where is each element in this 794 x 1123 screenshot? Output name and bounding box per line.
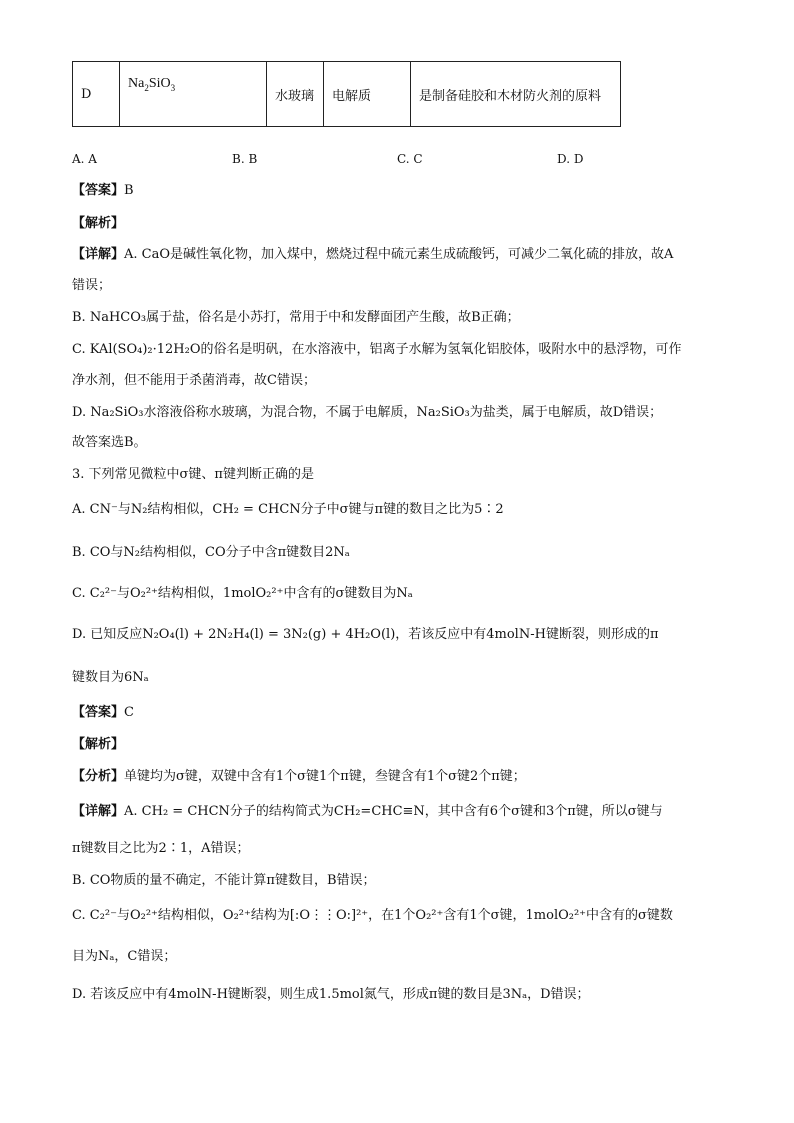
category: 电解质 xyxy=(332,88,372,104)
common-name: 水玻璃 xyxy=(275,88,315,104)
q3-detail-a xyxy=(72,802,663,822)
q3-option-a: A. CN⁻与N₂结构相似，CH₂ = CHCN分子中σ键与π键的数目之比为5∶2 xyxy=(72,502,504,517)
fenxi-text: 单键均为σ键，双键中含有1个σ键1个π键，叁键含有1个σ键2个π键； xyxy=(124,769,526,784)
q3-option-c: C. C₂²⁻与O₂²⁺结构相似，1molO₂²⁺中含有的σ键数目为Nₐ xyxy=(72,586,413,601)
q3-detail-c: C. C₂²⁻与O₂²⁺结构相似，O₂²⁺结构为[:O⋮⋮O:]²⁺，在1个O₂²⁺含有1个σ键，1molO₂²⁺中含有的σ键数 xyxy=(72,908,673,923)
q2-detail-a xyxy=(72,245,673,265)
table-row xyxy=(73,62,621,127)
detail-text: A. CH₂ = CHCN分子的结构简式为CH₂=CHC≡N，其中含有6个σ键和3个π键，所以σ键与 xyxy=(124,804,663,819)
category-cell xyxy=(324,62,411,127)
q3-analysis-label: 【解析】 xyxy=(72,737,125,752)
formula-cell xyxy=(120,62,267,127)
detail-label: 【详解】 xyxy=(72,247,125,262)
q2-detail-c: C. KAl(SO₄)₂·12H₂O的俗名是明矾，在水溶液中，铝离子水解为氢氧化铝胶体，吸附水中的悬浮物，可作 xyxy=(72,342,682,357)
q2-detail-b: B. NaHCO₃属于盐，俗名是小苏打，常用于中和发酵面团产生酸，故B正确； xyxy=(72,310,520,325)
common-name-cell xyxy=(267,62,324,127)
q3-detail-a-cont: π键数目之比为2∶1，A错误； xyxy=(72,841,250,856)
detail-label: 【详解】 xyxy=(72,804,125,819)
q3-detail-c-cont: 目为Nₐ，C错误； xyxy=(72,949,177,964)
formula-sub: 3 xyxy=(170,82,176,93)
q2-answer xyxy=(72,181,134,201)
q2-detail-d: D. Na₂SiO₃水溶液俗称水玻璃，为混合物，不属于电解质，Na₂SiO₃为盐类，属于电解质，故D错误； xyxy=(72,405,663,420)
q3-stem: 3. 下列常见微粒中σ键、π键判断正确的是 xyxy=(72,467,314,482)
q3-detail-d: D. 若该反应中有4molN-H键断裂，则生成1.5mol氮气，形成π键的数目是3Nₐ，D错误； xyxy=(72,987,590,1002)
q3-answer xyxy=(72,703,134,723)
detail-text: A. CaO是碱性氧化物，加入煤中，燃烧过程中硫元素生成硫酸钙，可减少二氧化硫的排放，故A xyxy=(124,247,674,262)
q2-detail-a-cont: 错误； xyxy=(72,278,112,293)
answer-value: B xyxy=(124,183,134,198)
formula-sub: 2 xyxy=(144,82,149,93)
q2-choices xyxy=(72,152,632,172)
answer-label: 【答案】 xyxy=(72,705,125,720)
q2-conclusion: 故答案选B。 xyxy=(72,435,147,450)
formula xyxy=(128,76,175,91)
q2-analysis-label: 【解析】 xyxy=(72,216,125,231)
q3-option-d-cont: 键数目为6Nₐ xyxy=(72,670,149,685)
choice-d: D. D xyxy=(557,152,584,166)
q3-option-d: D. 已知反应N₂O₄(l) + 2N₂H₄(l) = 3N₂(g) + 4H₂O(l)，若该反应中有4molN-H键断裂，则形成的π xyxy=(72,627,659,642)
answer-label: 【答案】 xyxy=(72,183,125,198)
q3-option-b: B. CO与N₂结构相似，CO分子中含π键数目2Nₐ xyxy=(72,545,350,560)
formula-part: Na xyxy=(128,76,145,91)
formula-part: SiO xyxy=(148,76,171,91)
options-table xyxy=(72,61,621,127)
row-letter-text: D xyxy=(81,86,92,102)
fenxi-label: 【分析】 xyxy=(72,769,125,784)
choice-c: C. C xyxy=(397,152,423,166)
choice-b: B. B xyxy=(232,152,258,166)
answer-value: C xyxy=(124,705,134,720)
q3-detail-b: B. CO物质的量不确定，不能计算π键数目，B错误； xyxy=(72,873,376,888)
choice-a: A. A xyxy=(72,152,97,166)
q3-fenxi xyxy=(72,767,526,787)
use-cell xyxy=(411,62,621,127)
use-text: 是制备硅胶和木材防火剂的原料 xyxy=(419,88,602,104)
q2-detail-c-cont: 净水剂，但不能用于杀菌消毒，故C错误； xyxy=(72,373,316,388)
row-letter xyxy=(73,62,120,127)
